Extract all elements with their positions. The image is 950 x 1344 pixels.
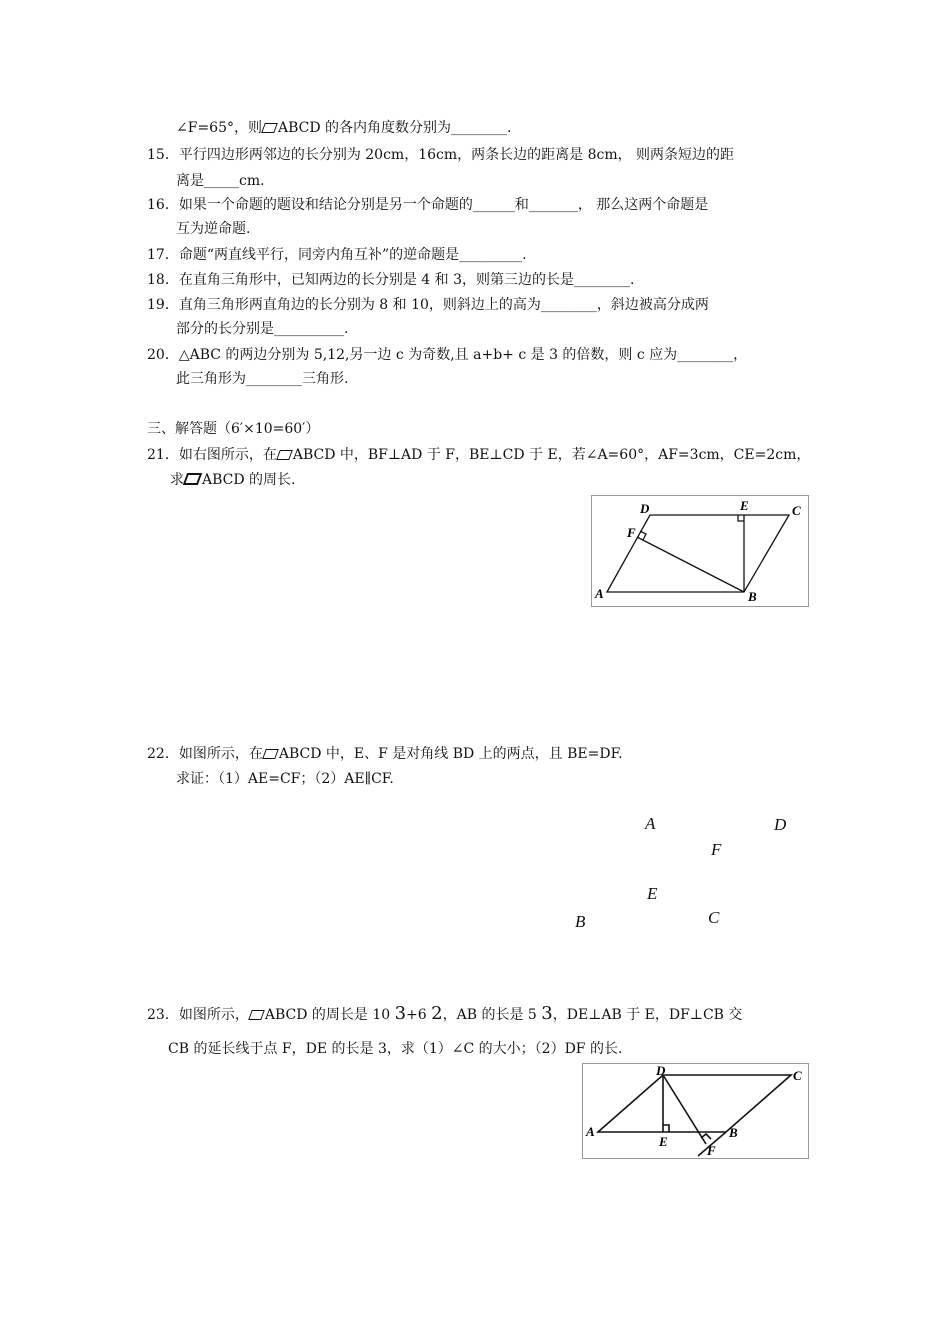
radicand-3: 3 [541, 1003, 553, 1024]
segment-bf [637, 537, 744, 592]
question-17: 17．命题“两直线平行，同旁内角互补”的逆命题是_________. [147, 247, 527, 263]
figure-23-drawing [583, 1064, 808, 1158]
radicand-2: 2 [431, 1003, 443, 1024]
section-3-heading: 三、解答题（6′×10=60′） [147, 421, 320, 437]
q14-tail: ∠F=65°，则 ABCD 的各内角度数分别为________. [176, 120, 512, 136]
label-c: C [792, 503, 801, 518]
label-f: F [707, 1143, 716, 1158]
segment-df [663, 1075, 706, 1144]
label-a: A [586, 1124, 595, 1139]
parallelogram-icon [276, 450, 293, 460]
fig22-label-b: B [575, 912, 586, 931]
label-a: A [595, 586, 604, 601]
figure-23 [582, 1063, 809, 1159]
label-b: B [748, 589, 757, 604]
question-15-line-1: 15．平行四边形两邻边的长分别为 20cm，16cm，两条长边的距离是 8cm， 则两条短边的距 [147, 147, 735, 163]
label-d: D [656, 1064, 666, 1078]
label-b: B [729, 1125, 738, 1140]
fig22-label-c: C [708, 908, 720, 927]
question-21-line-2: 求 ABCD 的周长. [170, 472, 296, 488]
figure-21-drawing [592, 496, 808, 606]
parallelogram-icon [248, 1010, 265, 1020]
question-22-line-2: 求证：（1）AE=CF；（2）AE∥CF. [176, 771, 394, 787]
fig22-label-a: A [645, 814, 656, 833]
right-angle-mark-e [738, 515, 744, 521]
question-19-line-1: 19．直角三角形两直角边的长分别为 8 和 10，则斜边上的高为________，斜边被高分成两 [147, 297, 709, 313]
parallelogram-icon [261, 123, 278, 133]
question-22-line-1: 22．如图所示，在 ABCD 中，E、F 是对角线 BD 上的两点，且 BE=DF. [147, 746, 623, 762]
question-18: 18．在直角三角形中，已知两边的长分别是 4 和 3，则第三边的长是________. [147, 272, 635, 288]
question-23-line-2: CB 的延长线于点 F，DE 的长是 3，求（1）∠C 的大小；（2）DF 的长. [168, 1041, 623, 1057]
fig22-label-e: E [647, 884, 658, 903]
label-e: E [740, 498, 749, 513]
question-19-line-2: 部分的长分别是__________. [176, 321, 349, 337]
fig22-label-d: D [774, 815, 787, 834]
question-20-line-2: 此三角形为________三角形. [176, 371, 349, 387]
fig22-label-f: F [711, 840, 722, 859]
figure-21 [591, 495, 809, 607]
label-f: F [627, 525, 636, 540]
question-21-line-1: 21．如右图所示，在 ABCD 中，BF⊥AD 于 F，BE⊥CD 于 E，若∠A=60°，AF=3cm，CE=2cm， [147, 447, 811, 463]
parallelogram-icon [183, 473, 202, 485]
question-23-line-1: 23．如图所示， ABCD 的周长是 10 3+6 2，AB 的长是 5 3，DE⊥AB 于 E，DF⊥CB 交 [147, 1003, 743, 1024]
parallelogram-icon [262, 749, 279, 759]
label-c: C [793, 1068, 802, 1083]
right-angle-mark-e [663, 1125, 669, 1132]
radicand-1: 3 [394, 1003, 407, 1024]
question-16-line-2: 互为逆命题. [176, 221, 251, 237]
question-15-line-2: 离是_____cm. [176, 173, 265, 189]
label-d: D [640, 501, 650, 516]
parallelogram-abcd [598, 1075, 791, 1132]
question-20-line-1: 20．△ABC 的两边分别为 5,12,另一边 c 为奇数,且 a+b+ c 是 3 的倍数，则 c 应为________， [147, 347, 748, 363]
question-16-line-1: 16．如果一个命题的题设和结论分别是另一个命题的______和_______， 那么这两个命题是 [147, 197, 709, 213]
label-e: E [659, 1134, 668, 1149]
